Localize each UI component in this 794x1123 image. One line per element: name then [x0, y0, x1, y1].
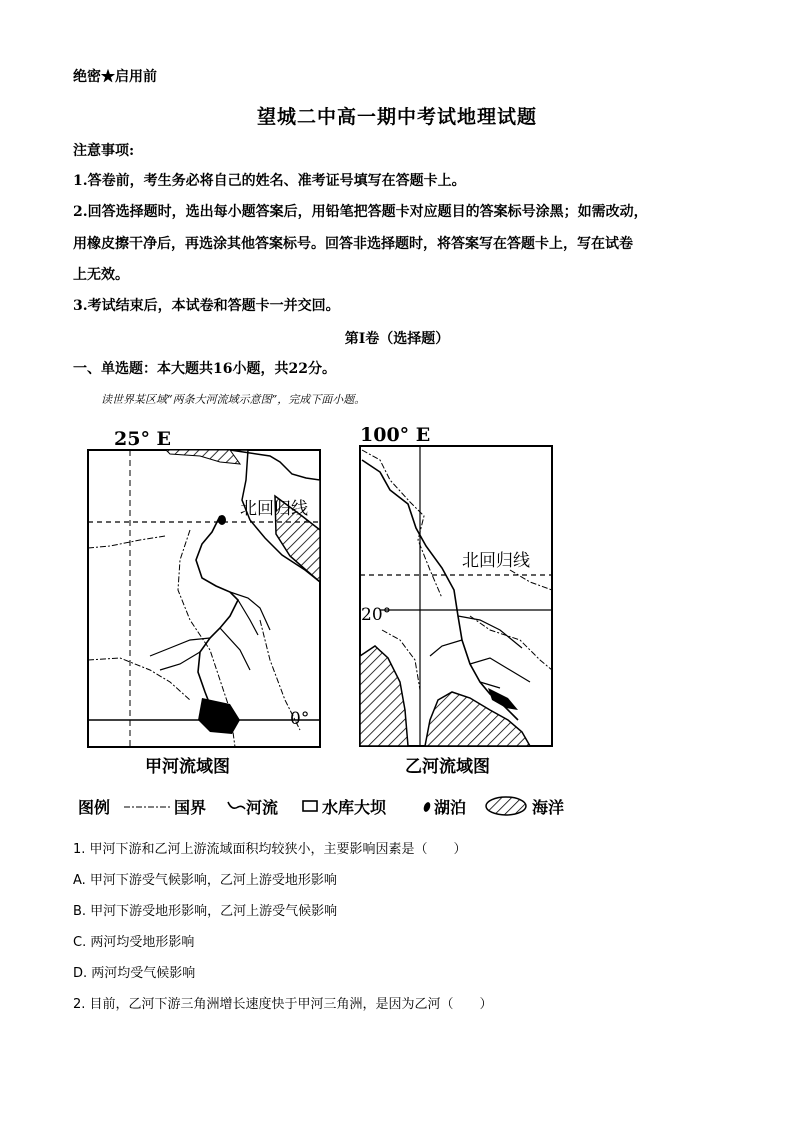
notice-item-3: 3.考试结束后，本试卷和答题卡一并交回。	[73, 298, 340, 314]
notice-item-1: 1.答卷前，考生务必将自己的姓名、准考证号填写在答题卡上。	[73, 173, 466, 189]
river-basin-maps	[70, 420, 590, 790]
map-a-tropic-label: 北回归线	[240, 499, 308, 519]
notice-item-2-line2: 用橡皮擦干净后，再选涂其他答案标号。回答非选择题时，将答案写在答题卡上，写在试卷	[73, 236, 633, 252]
legend-lake-icon	[422, 800, 432, 814]
map-a-equator-label: 0°	[290, 709, 310, 729]
map-a	[88, 428, 320, 777]
question-1-option-d: D. 两河均受气候影响	[73, 966, 196, 981]
map-legend	[78, 793, 598, 819]
section-part1: 一、单选题：本大题共16小题，共22分。	[73, 361, 336, 377]
notice-item-2-line1: 2.回答选择题时，选出每小题答案后，用铅笔把答题卡对应题目的答案标号涂黑；如需改动，	[73, 204, 648, 220]
legend-ocean-icon	[484, 795, 528, 817]
question-1-option-a: A. 甲河下游受气候影响，乙河上游受地形影响	[73, 873, 337, 888]
map-b	[360, 424, 552, 777]
legend-lake: 湖泊	[434, 798, 467, 817]
legend-border-icon	[124, 803, 170, 811]
notice-item-2-line3: 上无效。	[73, 267, 129, 283]
question-1: 1. 甲河下游和乙河上游流域面积均较狭小，主要影响因素是（ ）	[73, 842, 467, 857]
legend-dam-icon	[302, 800, 318, 812]
secret-label: 绝密★启用前	[73, 69, 157, 85]
map-b-longitude: 100° E	[360, 424, 431, 446]
question-2: 2. 目前，乙河下游三角洲增长速度快于甲河三角洲，是因为乙河（ ）	[73, 997, 493, 1012]
page-title: 望城二中高一期中考试地理试题	[256, 106, 537, 128]
figure-intro: 读世界某区域“两条大河流域示意图”，完成下面小题。	[101, 393, 366, 406]
map-a-lake-north	[218, 515, 226, 525]
legend-river: 河流	[246, 798, 279, 817]
legend-ocean: 海洋	[532, 798, 565, 817]
notices-heading: 注意事项:	[73, 143, 135, 159]
legend-dam: 水库大坝	[322, 798, 387, 817]
map-a-caption: 甲河流域图	[145, 757, 230, 777]
section-title: 第Ⅰ卷（选择题）	[344, 331, 450, 347]
question-1-option-c: C. 两河均受地形影响	[73, 935, 195, 950]
question-1-option-b: B. 甲河下游受地形影响，乙河上游受气候影响	[73, 904, 338, 919]
map-b-caption: 乙河流域图	[405, 757, 490, 777]
legend-border: 国界	[174, 798, 207, 817]
map-b-tropic-label: 北回归线	[462, 551, 530, 571]
map-b-lat20-label: 20°	[361, 605, 392, 625]
legend-label: 图例	[78, 798, 111, 817]
map-a-longitude: 25° E	[114, 428, 172, 450]
legend-river-icon	[226, 799, 246, 813]
